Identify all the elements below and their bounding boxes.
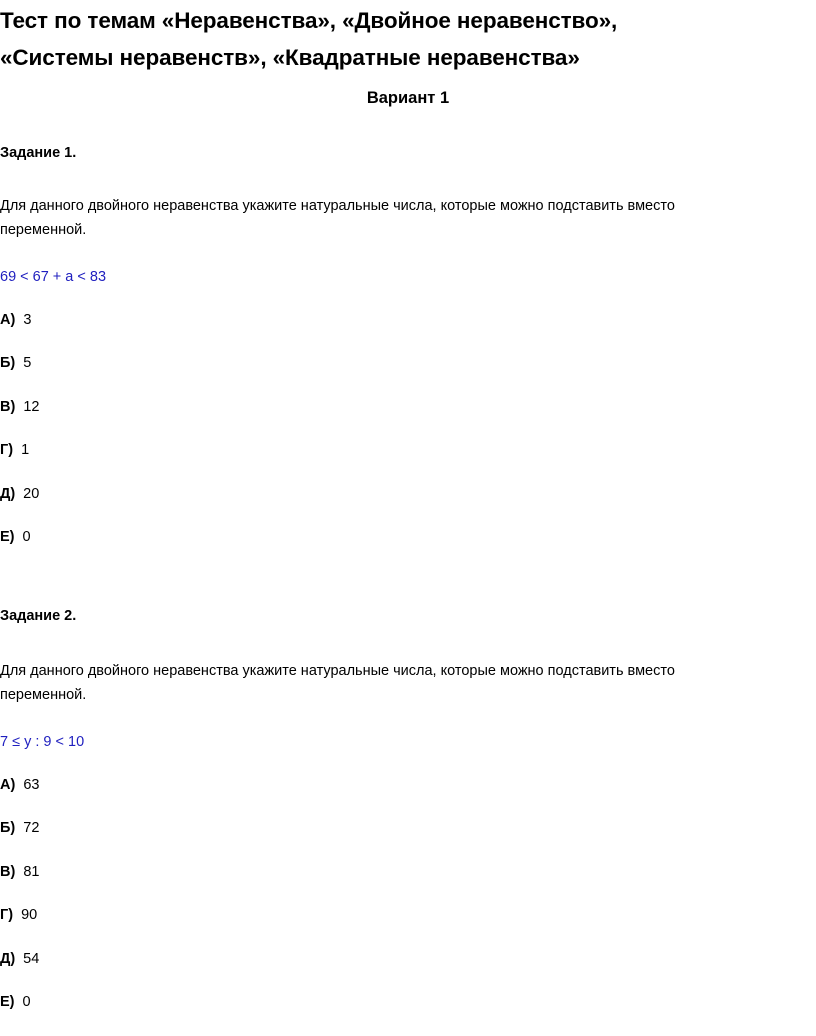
task-1-formula: 69 < 67 + a < 83	[0, 269, 107, 285]
instruction-line: Для данного двойного неравенства укажите натуральные числа, которые можно подставить вместо	[0, 198, 675, 214]
option-letter: Д)	[0, 951, 16, 967]
option-value: 90	[21, 907, 38, 923]
option-value: 63	[23, 777, 40, 793]
option-value: 12	[23, 399, 40, 415]
option-letter: В)	[0, 399, 16, 415]
task-1-option-d	[0, 484, 39, 504]
option-value: 81	[23, 864, 40, 880]
task-1-instruction	[0, 194, 810, 242]
title-line: «Системы неравенств», «Квадратные неравенства»	[0, 45, 580, 70]
option-value: 0	[22, 529, 31, 545]
task-1-option-g	[0, 440, 29, 460]
option-value: 0	[22, 994, 31, 1010]
option-value: 5	[23, 355, 32, 371]
task-2-option-e	[0, 992, 31, 1012]
option-letter: Г)	[0, 442, 14, 458]
instruction-line: переменной.	[0, 222, 87, 238]
option-letter: А)	[0, 312, 16, 328]
task-2-formula: 7 ≤ y : 9 < 10	[0, 734, 85, 750]
option-letter: А)	[0, 777, 16, 793]
option-letter: В)	[0, 864, 16, 880]
document-title	[0, 2, 810, 76]
task-2-option-d	[0, 949, 39, 969]
option-letter: Б)	[0, 820, 16, 836]
option-value: 54	[23, 951, 40, 967]
instruction-line: переменной.	[0, 687, 87, 703]
option-letter: Б)	[0, 355, 16, 371]
option-letter: Д)	[0, 486, 16, 502]
task-2-heading: Задание 2.	[0, 608, 77, 624]
variant-heading: Вариант 1	[366, 89, 450, 107]
task-1-option-a	[0, 310, 31, 330]
task-1-heading: Задание 1.	[0, 145, 77, 161]
task-2-instruction	[0, 659, 810, 707]
option-value: 3	[23, 312, 32, 328]
option-letter: Е)	[0, 529, 15, 545]
option-letter: Г)	[0, 907, 14, 923]
task-2-option-a	[0, 775, 39, 795]
option-value: 1	[21, 442, 30, 458]
task-1-option-b	[0, 353, 31, 373]
task-1-option-e	[0, 527, 31, 547]
option-letter: Е)	[0, 994, 15, 1010]
option-value: 20	[23, 486, 40, 502]
option-value: 72	[23, 820, 40, 836]
title-line: Тест по темам «Неравенства», «Двойное неравенство»,	[0, 8, 618, 33]
task-2-option-v	[0, 862, 39, 882]
instruction-line: Для данного двойного неравенства укажите натуральные числа, которые можно подставить вместо	[0, 663, 675, 679]
task-2-option-g	[0, 905, 37, 925]
task-1-option-v	[0, 397, 39, 417]
task-2-option-b	[0, 818, 39, 838]
